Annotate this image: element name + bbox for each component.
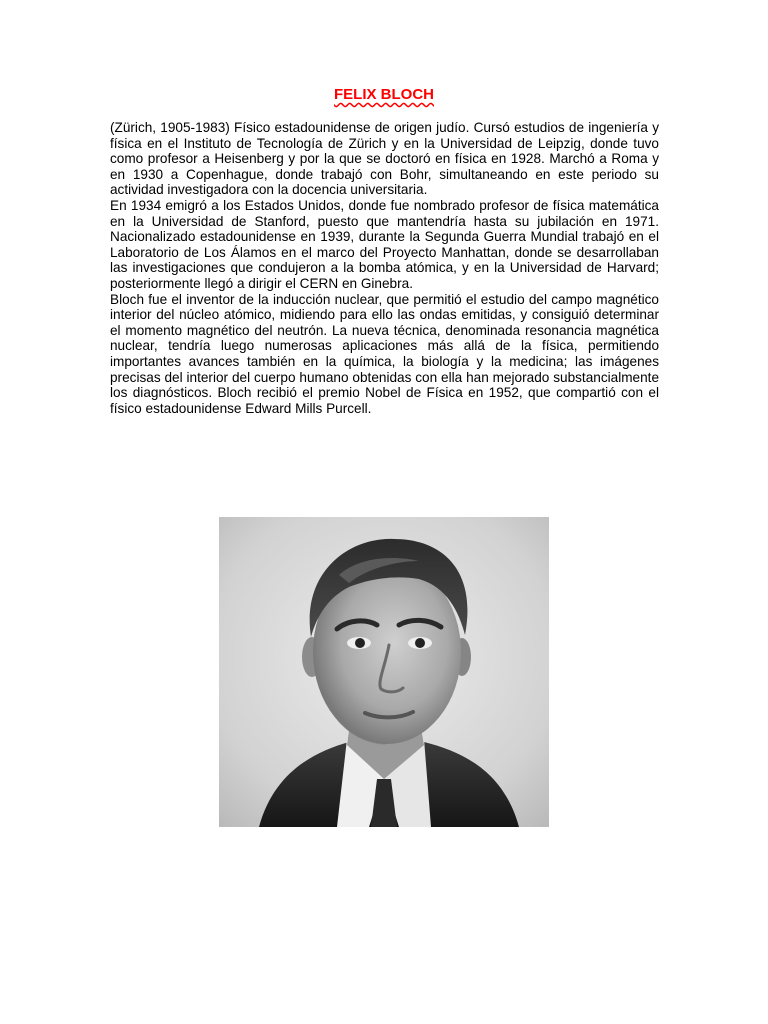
paragraph-nuclear-induction: Bloch fue el inventor de la inducción nuclear, que permitió el estudio del campo magnético interior del núcleo atómico, midiendo para ello las ondas emitidas, y consiguió determinar el momento magnético del neutrón. La nueva técnica, denominada resonancia magnética nuclear, tendría luego numerosas aplicaciones más allá de la física, permitiendo importantes avances también en la química, la biología y la medicina; las imágenes precisas del interior del cuerpo humano obtenidas con ella han mejorado substancialmente los diagnósticos. Bloch recibió el premio Nobel de Física en 1952, que compartió con el físico estadounidense Edward Mills Purcell. [110,291,659,416]
paragraph-united-states: En 1934 emigró a los Estados Unidos, donde fue nombrado profesor de física matemática en la Universidad de Stanford, puesto que mantendría hasta su jubilación en 1971. Nacionalizado estadounidense en 1939, durante la Segunda Guerra Mundial trabajó en el Laboratorio de Los Álamos en el marco del Proyecto Manhattan, donde se desarrollaban las investigaciones que condujeron a la bomba atómica, y en la Universidad de Harvard; posteriormente llegó a dirigir el CERN en Ginebra. [110,197,659,291]
paragraph-early-life: (Zürich, 1905-1983) Físico estadounidense de origen judío. Cursó estudios de ingeniería y física en el Instituto de Tecnología de Zürich y en la Universidad de Leipzig, donde tuvo como profesor a Heisenberg y por la que se doctoró en física en 1928. Marchó a Roma y en 1930 a Copenhague, donde trabajó con Bohr, simultaneando en este periodo su actividad investigadora con la docencia universitaria. [110,120,659,198]
page-title: FELIX BLOCH [334,86,434,103]
portrait-image [219,517,549,827]
portrait-photo [219,517,549,827]
biography-text [110,120,659,416]
